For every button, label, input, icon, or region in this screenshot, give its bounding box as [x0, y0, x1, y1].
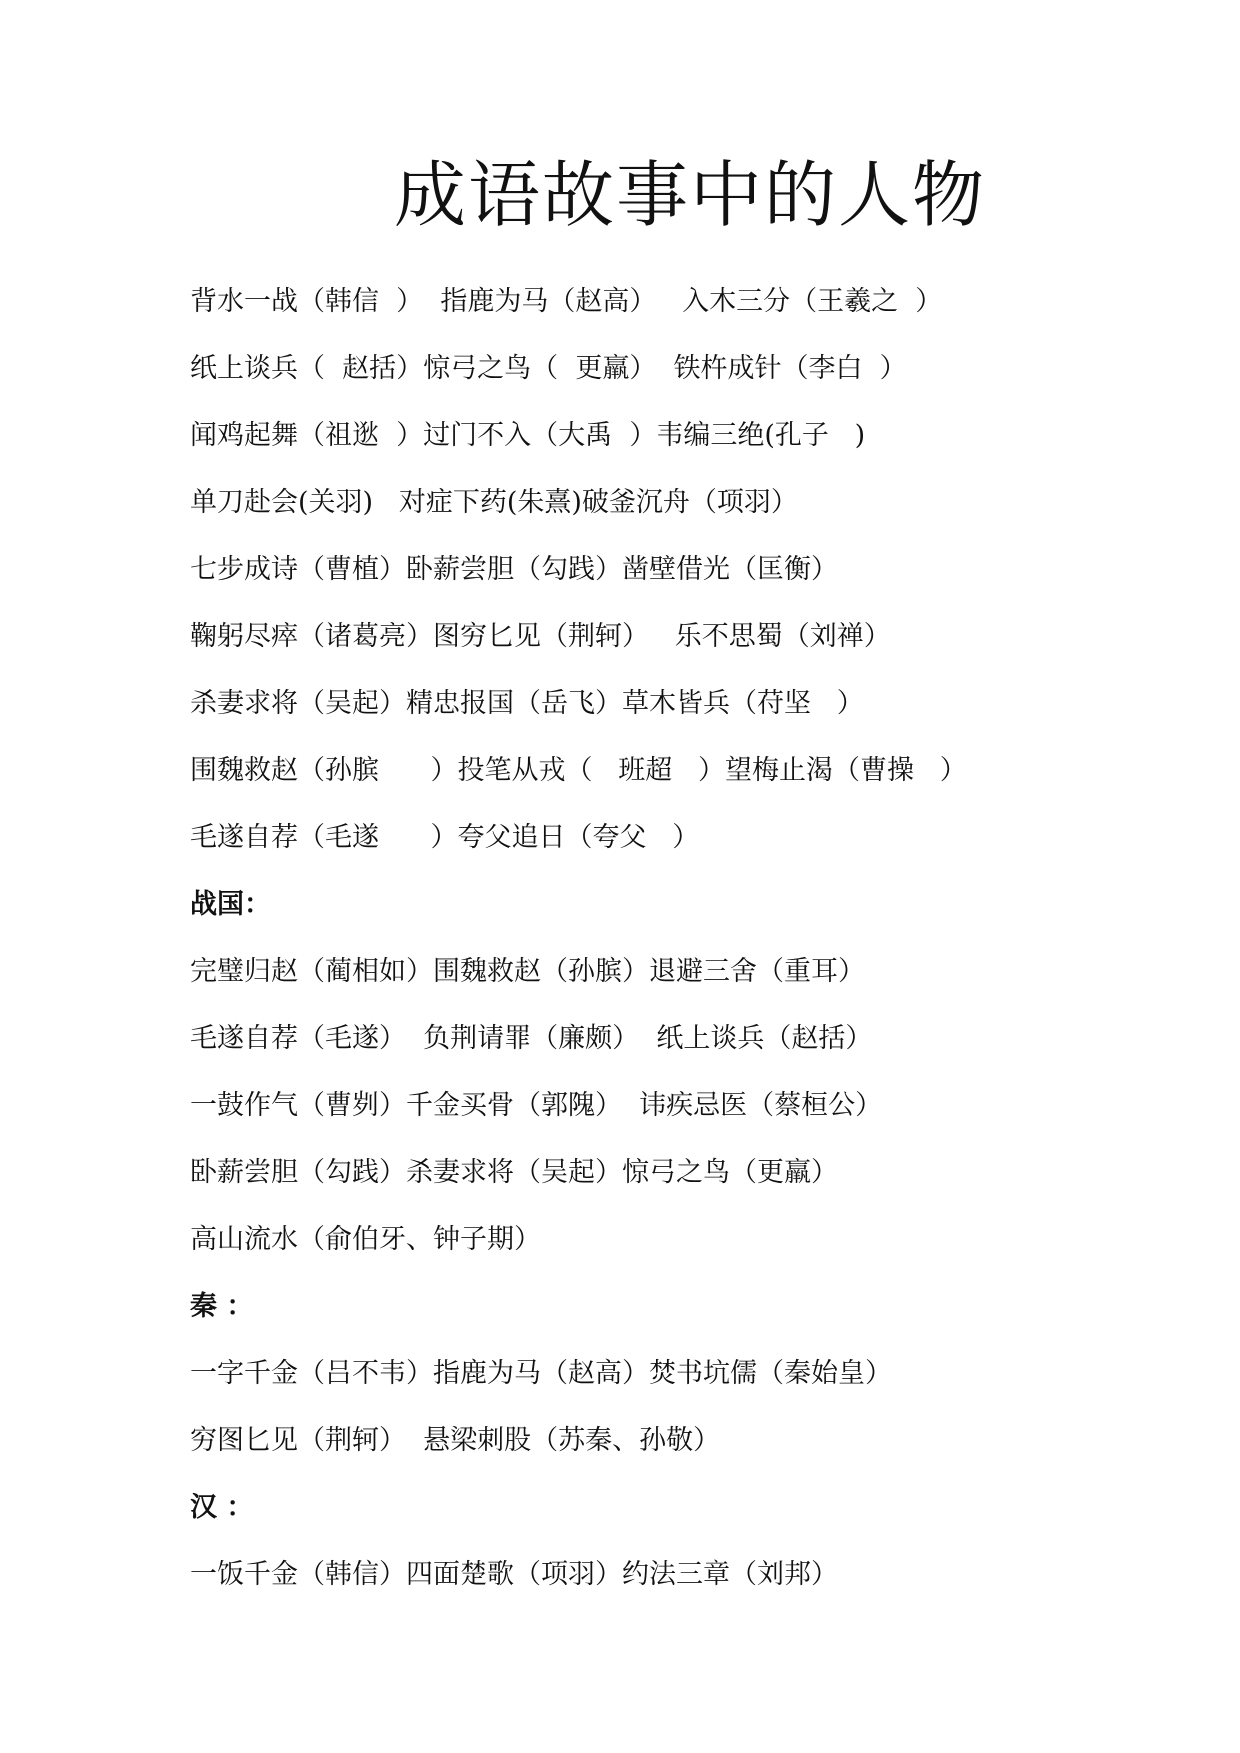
idiom-line: 卧薪尝胆（勾践）杀妻求将（吴起）惊弓之鸟（更羸） — [190, 1157, 838, 1188]
document-body — [190, 268, 1190, 1608]
idiom-line: 围魏救赵（孙膑 ）投笔从戎（ 班超 ）望梅止渴（曹操 ） — [190, 755, 967, 786]
idiom-line: 鞠躬尽瘁（诸葛亮）图穷匕见（荆轲） 乐不思蜀（刘禅） — [190, 621, 891, 652]
idiom-line: 杀妻求将（吴起）精忠报国（岳飞）草木皆兵（苻坚 ） — [190, 688, 864, 719]
idiom-line: 一鼓作气（曹刿）千金买骨（郭隗） 讳疾忌医（蔡桓公） — [190, 1090, 883, 1121]
idiom-line: 毛遂自荐（毛遂 ）夸父追日（夸父 ） — [190, 822, 700, 853]
idiom-line: 背水一战（韩信 ） 指鹿为马（赵高） 入木三分（王羲之 ） — [190, 286, 943, 317]
idiom-line: 七步成诗（曹植）卧薪尝胆（勾践）凿壁借光（匡衡） — [190, 554, 838, 585]
idiom-line: 纸上谈兵（ 赵括）惊弓之鸟（ 更羸） 铁杵成针（李白 ） — [190, 353, 907, 384]
idiom-line: 单刀赴会(关羽) 对症下药(朱熹)破釜沉舟（项羽） — [190, 487, 798, 518]
idiom-line: 闻鸡起舞（祖逖 ）过门不入（大禹 ）韦编三绝(孔子 ) — [190, 420, 866, 451]
idiom-line: 一饭千金（韩信）四面楚歌（项羽）约法三章（刘邦） — [190, 1559, 838, 1590]
idiom-line: 毛遂自荐（毛遂） 负荆请罪（廉颇） 纸上谈兵（赵括） — [190, 1023, 873, 1054]
section-heading-warring-states: 战国： — [190, 889, 271, 920]
section-heading-qin: 秦 ： — [190, 1291, 254, 1322]
idiom-line: 高山流水（俞伯牙、钟子期） — [190, 1224, 541, 1255]
idiom-line: 穷图匕见（荆轲） 悬梁刺股（苏秦、孙敬） — [190, 1425, 721, 1456]
idiom-line: 完璧归赵（蔺相如）围魏救赵（孙膑）退避三舍（重耳） — [190, 956, 865, 987]
page-title: 成语故事中的人物 — [393, 153, 986, 237]
section-heading-han: 汉 ： — [190, 1492, 254, 1523]
idiom-line: 一字千金（吕不韦）指鹿为马（赵高）焚书坑儒（秦始皇） — [190, 1358, 892, 1389]
